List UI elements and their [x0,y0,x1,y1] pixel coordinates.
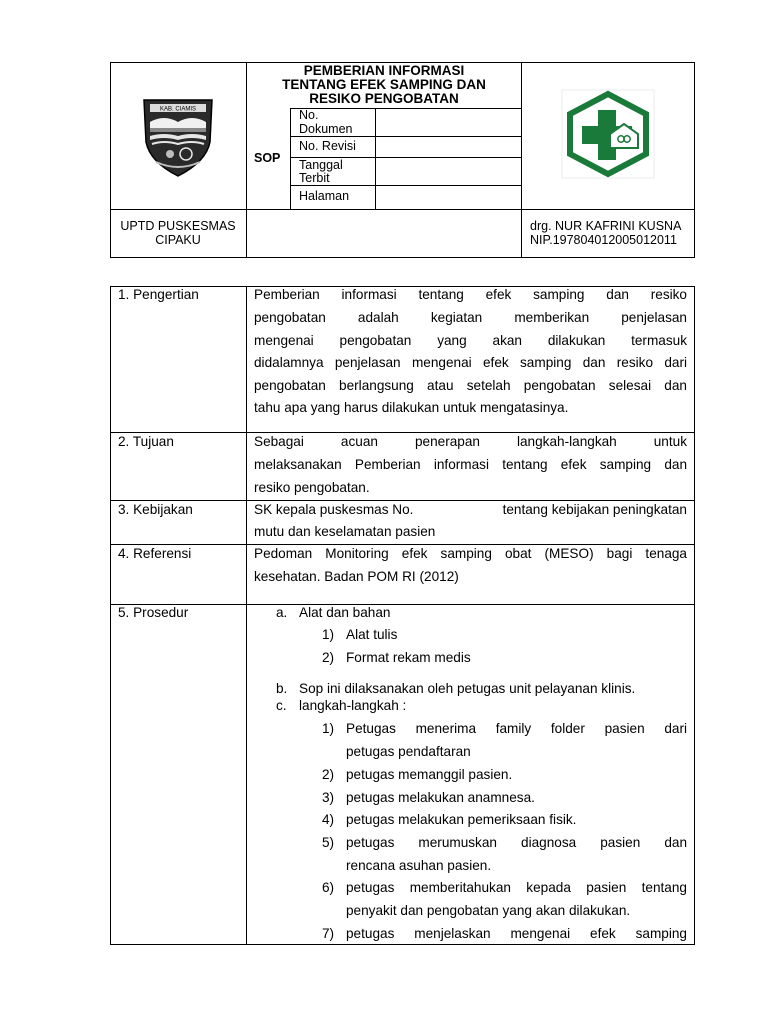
pengertian-line-3: mengenai pengobatan yang akan dilakukan termasuk [254,333,687,348]
signer-nip: NIP.197804012005012011 [530,233,677,247]
prosedur-c-6-num: 6) [322,880,335,895]
prosedur-c-4-line-1: petugas melakukan pemeriksaan fisik. [346,812,577,827]
prosedur-c-2-num: 2) [322,767,335,782]
referensi-line-2: kesehatan. Badan POM RI (2012) [254,569,459,584]
prosedur-c-1-line-1: Petugas menerima family folder pasien dari [346,721,687,736]
prosedur-c-4-num: 4) [322,812,335,827]
org-name-line-2: CIPAKU [155,233,201,247]
pengertian-line-6: tahu apa yang harus dilakukan untuk mengatasinya. [254,400,569,415]
section-label-kebijakan: 3. Kebijakan [118,502,193,517]
prosedur-c-6-line-1: petugas memberitahukan kepada pasien tentang [346,880,687,895]
kebijakan-line-2: mutu dan keselamatan pasien [254,524,436,539]
pengertian-line-2: pengobatan adalah kegiatan memberikan penjelasan [254,310,687,325]
tujuan-line-2: melaksanakan Pemberian informasi tentang efek samping dan [254,457,687,472]
pengertian-line-5: pengobatan berlangsung atau setelah pengobatan selesai dan [254,378,687,393]
prosedur-c-3-line-1: petugas melakukan anamnesa. [346,790,535,805]
ciamis-emblem-logo [140,92,216,178]
prosedur-c-mark: c. [276,698,287,713]
field-no-dokumen-line-1: No. [299,108,319,122]
prosedur-c-2-line-1: petugas memanggil pasien. [346,767,513,782]
pengertian-line-1: Pemberian informasi tentang efek samping dan resiko [254,287,687,302]
field-tanggal-terbit-line-2: Terbit [299,171,330,185]
tujuan-line-1: Sebagai acuan penerapan langkah-langkah untuk [254,434,687,449]
prosedur-c-5-num: 5) [322,835,335,850]
prosedur-c-text: langkah-langkah : [299,698,407,713]
prosedur-c-6-line-2: penyakit dan pengobatan yang akan dilakukan. [346,903,631,918]
prosedur-c-7-line-1: petugas menjelaskan mengenai efek samping [346,926,687,941]
sop-title-line-3: RESIKO PENGOBATAN [309,91,459,106]
prosedur-c-1-num: 1) [322,721,335,736]
prosedur-c-5-line-2: rencana asuhan pasien. [346,858,492,873]
field-tanggal-terbit-line-1: Tanggal [299,158,343,172]
field-no-revisi: No. Revisi [299,139,356,153]
puskesmas-logo [560,88,656,180]
referensi-line-1: Pedoman Monitoring efek samping obat (MESO) bagi tenaga [254,546,687,561]
field-halaman: Halaman [299,189,350,203]
prosedur-a-2-num: 2) [322,650,335,665]
sop-title-line-1: PEMBERIAN INFORMASI [303,63,465,78]
prosedur-b-text: Sop ini dilaksanakan oleh petugas unit pelayanan klinis. [299,681,636,696]
section-label-prosedur: 5. Prosedur [118,605,189,620]
section-label-referensi: 4. Referensi [118,546,192,561]
field-no-dokumen-line-2: Dokumen [299,122,353,136]
kebijakan-line-1a: SK kepala puskesmas No. [254,502,414,517]
prosedur-c-5-line-1: petugas merumuskan diagnosa pasien dan [346,835,687,850]
section-label-pengertian: 1. Pengertian [118,287,199,302]
section-label-tujuan: 2. Tujuan [118,434,174,449]
prosedur-c-1-line-2: petugas pendaftaran [346,744,471,759]
pengertian-line-4: didalamnya penjelasan mengenai efek samping dan resiko dari [254,355,687,370]
kebijakan-line-1b: tentang kebijakan peningkatan [502,502,687,517]
prosedur-c-3-num: 3) [322,790,335,805]
prosedur-a-1-num: 1) [322,627,335,642]
emblem-text: KAB. CIAMIS [159,106,197,113]
sop-title-line-2: TENTANG EFEK SAMPING DAN [282,77,486,92]
prosedur-a-mark: a. [276,605,288,620]
prosedur-a-1-text: Alat tulis [346,627,398,642]
tujuan-line-3: resiko pengobatan. [254,480,370,495]
org-name-line-1: UPTD PUSKESMAS [120,219,236,233]
sop-label: SOP [254,151,281,165]
prosedur-b-mark: b. [276,681,288,696]
signer-name: drg. NUR KAFRINI KUSNA [530,219,682,233]
prosedur-c-7-num: 7) [322,926,335,941]
prosedur-a-text: Alat dan bahan [299,605,391,620]
prosedur-a-2-text: Format rekam medis [346,650,471,665]
